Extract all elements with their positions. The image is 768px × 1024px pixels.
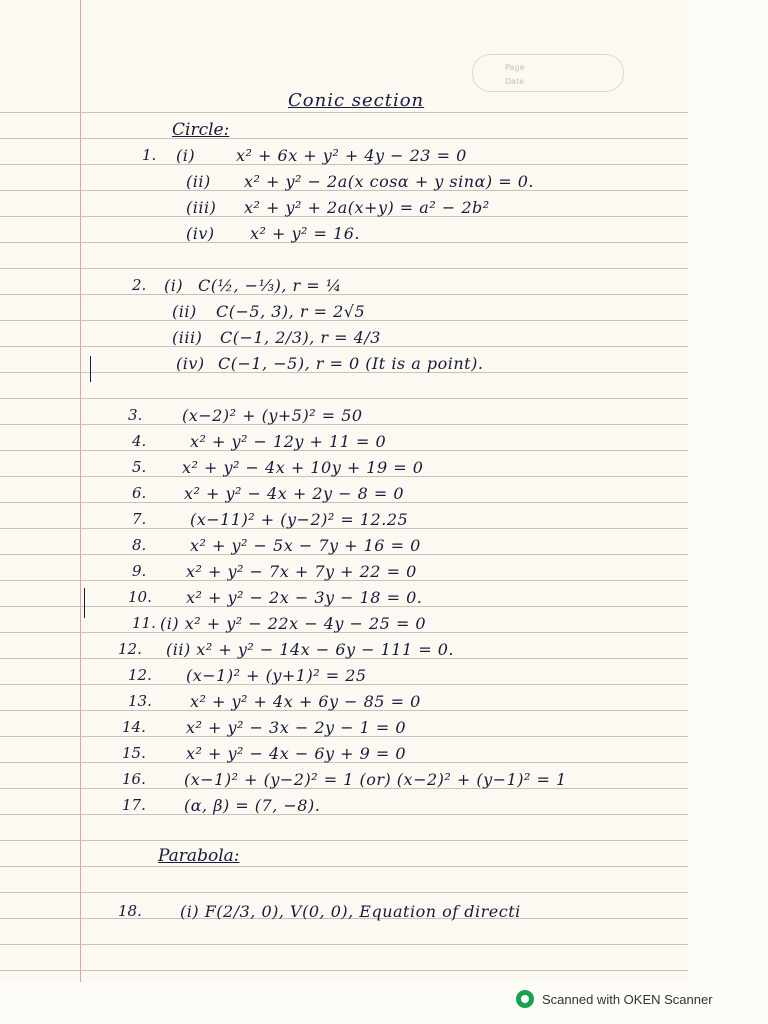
answer-text: x² + y² − 5x − 7y + 16 = 0 xyxy=(190,536,421,555)
answer-number: 4. xyxy=(132,432,147,450)
ruled-line xyxy=(0,398,688,399)
ruled-line xyxy=(0,892,688,893)
q2-tag: (iii) xyxy=(172,328,203,347)
q18-number: 18. xyxy=(118,902,142,920)
ruled-line xyxy=(0,866,688,867)
q1-tag: (iv) xyxy=(186,224,215,243)
answer-text: x² + y² − 7x + 7y + 22 = 0 xyxy=(186,562,417,581)
ruled-line xyxy=(0,840,688,841)
q1-answer: x² + y² = 16. xyxy=(250,224,360,243)
q18-answer: (i) F(2/3, 0), V(0, 0), Equation of directi xyxy=(180,902,521,921)
answer-text: (α, β) = (7, −8). xyxy=(184,796,321,815)
q1-tag: (i) xyxy=(176,146,196,165)
answer-number: 10. xyxy=(128,588,152,606)
q1-answer: x² + y² − 2a(x cosα + y sinα) = 0. xyxy=(244,172,534,191)
answer-number: 12. xyxy=(128,666,152,684)
answer-text: x² + y² − 3x − 2y − 1 = 0 xyxy=(186,718,407,737)
q1-answer: x² + y² + 2a(x+y) = a² − 2b² xyxy=(244,198,490,217)
ruled-line xyxy=(0,112,688,113)
answer-text: x² + y² − 4x − 6y + 9 = 0 xyxy=(186,744,407,763)
ruled-line xyxy=(0,970,688,971)
answer-number: 5. xyxy=(132,458,147,476)
answer-text: (x−2)² + (y+5)² = 50 xyxy=(182,406,363,425)
answer-number: 9. xyxy=(132,562,147,580)
answer-text: x² + y² − 4x + 2y − 8 = 0 xyxy=(184,484,405,503)
q1-tag: (ii) xyxy=(186,172,211,191)
answer-number: 15. xyxy=(122,744,146,762)
answer-number: 17. xyxy=(122,796,146,814)
q1-answer: x² + 6x + y² + 4y − 23 = 0 xyxy=(236,146,467,165)
margin-mark xyxy=(90,356,91,382)
answer-text: x² + y² − 4x + 10y + 19 = 0 xyxy=(182,458,424,477)
q2-tag: (ii) xyxy=(172,302,197,321)
answer-number: 3. xyxy=(128,406,143,424)
answer-text: (i) x² + y² − 22x − 4y − 25 = 0 xyxy=(160,614,427,633)
date-label: Date xyxy=(505,77,525,86)
q2-answer: C(−1, 2/3), r = 4/3 xyxy=(220,328,381,347)
q2-answer: C(−5, 3), r = 2√5 xyxy=(216,302,366,321)
ruled-line xyxy=(0,814,688,815)
oken-scanner-logo-icon xyxy=(516,990,534,1008)
answer-number: 7. xyxy=(132,510,147,528)
q1-number: 1. xyxy=(142,146,157,164)
ruled-line xyxy=(0,294,688,295)
margin-mark xyxy=(84,588,85,618)
q2-tag: (iv) xyxy=(176,354,205,373)
ruled-line xyxy=(0,268,688,269)
answer-text: (x−11)² + (y−2)² = 12.25 xyxy=(190,510,409,529)
q2-answer: C(−1, −5), r = 0 (It is a point). xyxy=(218,354,484,373)
q2-number: 2. xyxy=(132,276,147,294)
answer-number: 14. xyxy=(122,718,146,736)
q2-answer: C(½, −⅓), r = ¼ xyxy=(198,276,342,295)
answer-number: 13. xyxy=(128,692,152,710)
answer-text: x² + y² − 12y + 11 = 0 xyxy=(190,432,387,451)
ruled-line xyxy=(0,138,688,139)
answer-text: (x−1)² + (y+1)² = 25 xyxy=(186,666,367,685)
page-date-stamp xyxy=(472,54,624,92)
answer-number: 11. xyxy=(132,614,156,632)
answer-number: 8. xyxy=(132,536,147,554)
answer-text: x² + y² − 2x − 3y − 18 = 0. xyxy=(186,588,423,607)
answer-text: (x−1)² + (y−2)² = 1 (or) (x−2)² + (y−1)² = 1 xyxy=(184,770,567,789)
margin-line xyxy=(80,0,81,982)
answer-text: (ii) x² + y² − 14x − 6y − 111 = 0. xyxy=(166,640,454,659)
scanner-watermark xyxy=(516,990,713,1008)
page-title: Conic section xyxy=(288,90,425,111)
circle-heading: Circle: xyxy=(172,120,230,140)
answer-number: 12. xyxy=(118,640,142,658)
q1-tag: (iii) xyxy=(186,198,217,217)
q2-tag: (i) xyxy=(164,276,184,295)
ruled-line xyxy=(0,944,688,945)
scanner-watermark-text: Scanned with OKEN Scanner xyxy=(542,991,713,1007)
answer-number: 6. xyxy=(132,484,147,502)
answer-number: 16. xyxy=(122,770,146,788)
page-label: Page xyxy=(505,63,525,72)
parabola-heading: Parabola: xyxy=(158,846,240,866)
answer-text: x² + y² + 4x + 6y − 85 = 0 xyxy=(190,692,421,711)
